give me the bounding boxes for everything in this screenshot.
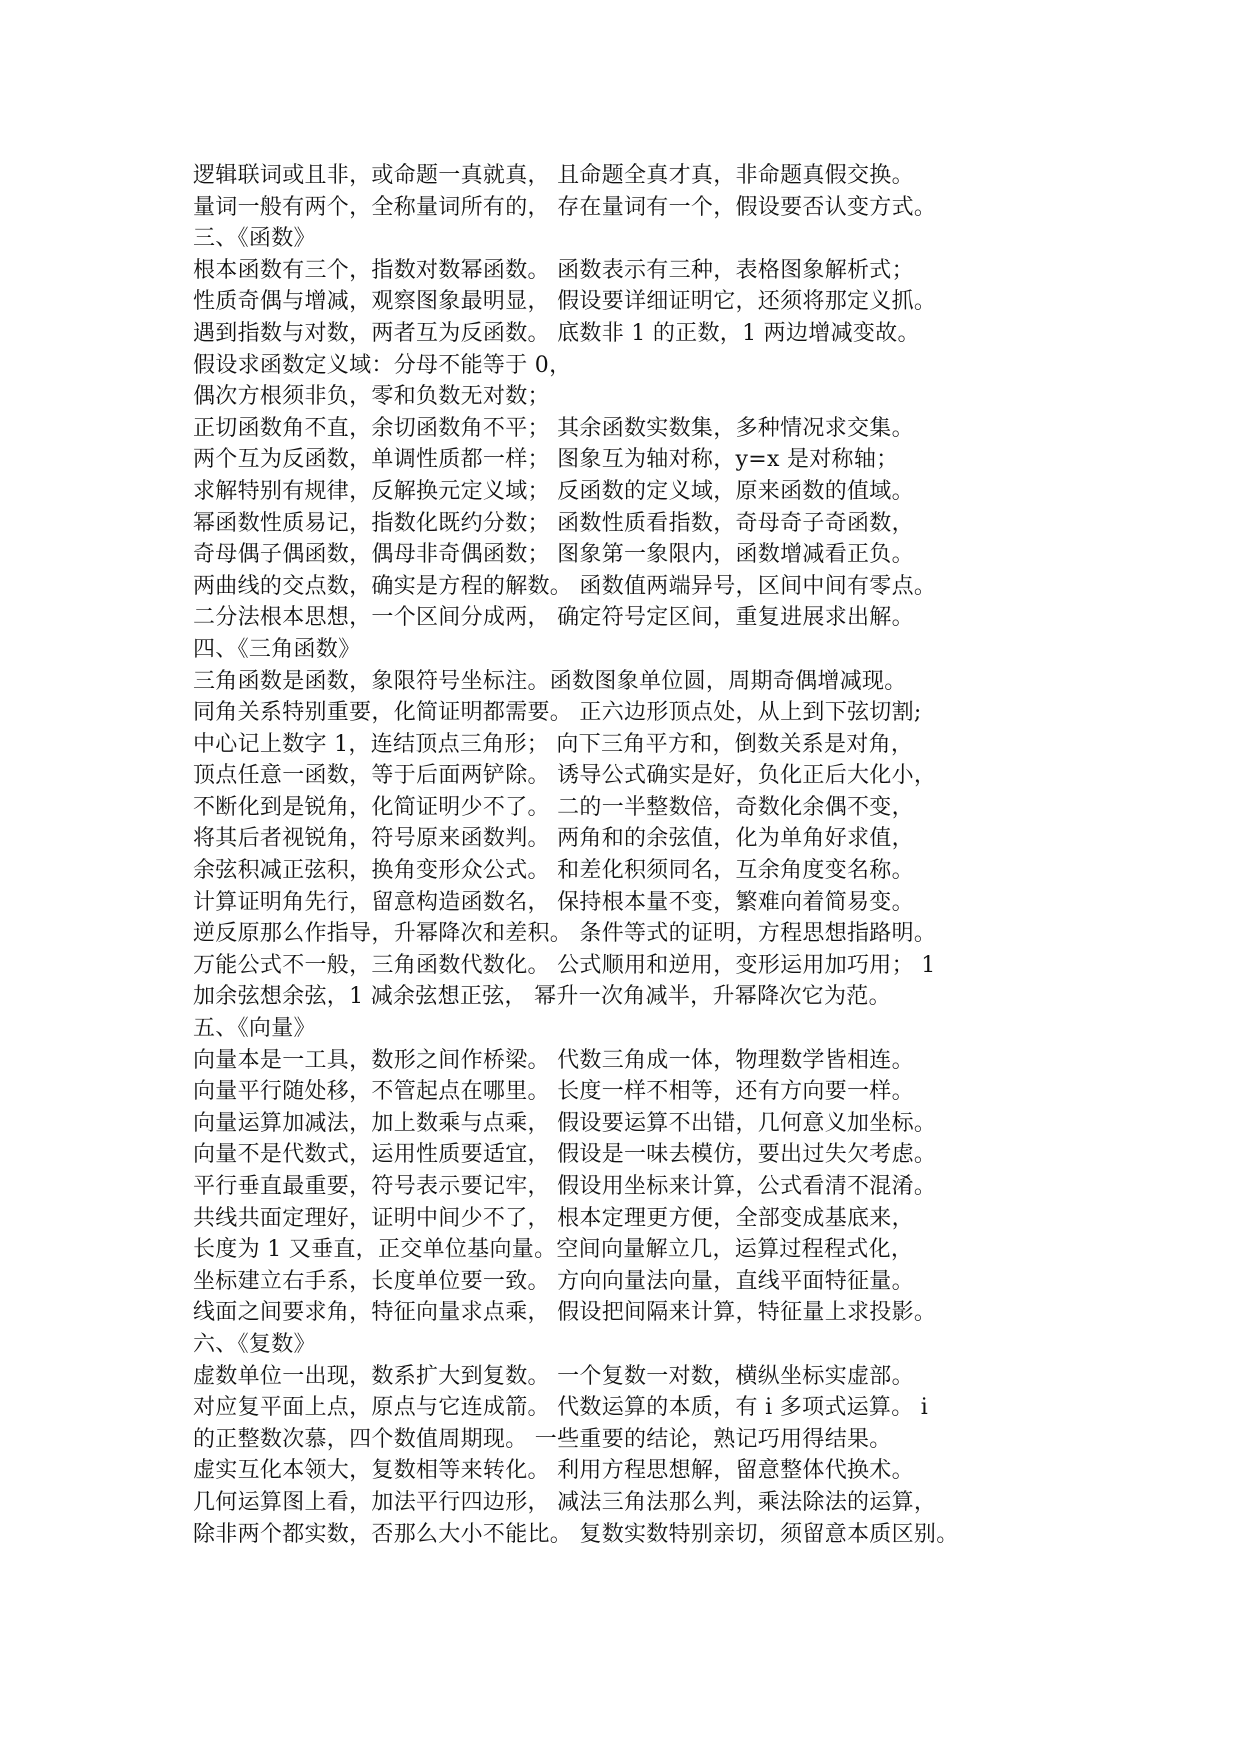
text-line: 正切函数角不直，余切函数角不平； 其余函数实数集，多种情况求交集。	[193, 415, 914, 441]
text-line: 虚实互化本领大，复数相等来转化。 利用方程思想解，留意整体代换术。	[193, 1458, 914, 1484]
text-line: 二分法根本思想，一个区间分成两， 确定符号定区间，重复进展求出解。	[193, 605, 914, 631]
text-line: 线面之间要求角，特征向量求点乘， 假设把间隔来计算，特征量上求投影。	[193, 1300, 937, 1326]
text-line: 向量运算加减法，加上数乘与点乘， 假设要运算不出错，几何意义加坐标。	[193, 1110, 937, 1136]
text-line: 共线共面定理好，证明中间少不了， 根本定理更方便，全部变成基底来，	[193, 1205, 914, 1231]
text-line: 加余弦想余弦，1 减余弦想正弦， 幂升一次角减半，升幂降次它为范。	[193, 984, 891, 1010]
text-line: 的正整数次慕，四个数值周期现。 一些重要的结论，熟记巧用得结果。	[193, 1426, 892, 1452]
text-line: 根本函数有三个，指数对数幂函数。 函数表示有三种，表格图象解析式；	[193, 257, 914, 283]
text-line: 平行垂直最重要，符号表示要记牢， 假设用坐标来计算，公式看清不混淆。	[193, 1174, 937, 1199]
text-line: 偶次方根须非负，零和负数无对数；	[193, 384, 550, 410]
document-body	[193, 160, 1193, 1550]
text-line: 计算证明角先行，留意构造函数名， 保持根本量不变，繁难向着简易变。	[193, 889, 914, 915]
text-line: 万能公式不一般，三角函数代数化。 公式顺用和逆用，变形运用加巧用； 1	[193, 952, 936, 978]
text-line: 逆反原那么作指导，升幂降次和差积。 条件等式的证明，方程思想指路明。	[193, 921, 937, 947]
section-heading: 四、《三角函数》	[193, 636, 361, 662]
text-line: 逻辑联词或且非，或命题一真就真， 且命题全真才真，非命题真假交换。	[193, 163, 914, 188]
text-line: 几何运算图上看，加法平行四边形， 减法三角法那么判，乘法除法的运算，	[193, 1489, 937, 1515]
text-line: 顶点任意一函数，等于后面两铲除。 诱导公式确实是好，负化正后大化小，	[193, 763, 937, 789]
section-heading: 六、《复数》	[193, 1331, 316, 1357]
text-line: 量词一般有两个，全称量词所有的， 存在量词有一个，假设要否认变方式。	[193, 194, 937, 220]
text-line: 求解特别有规律，反解换元定义域； 反函数的定义域，原来函数的值域。	[193, 478, 914, 504]
text-line: 除非两个都实数，否那么大小不能比。 复数实数特别亲切，须留意本质区别。	[193, 1521, 959, 1547]
text-line: 对应复平面上点，原点与它连成箭。 代数运算的本质，有 i 多项式运算。 i	[193, 1395, 929, 1421]
text-line: 三角函数是函数，象限符号坐标注。函数图象单位圆，周期奇偶增减现。	[193, 668, 907, 694]
section-heading: 三、《函数》	[193, 226, 316, 252]
text-line: 将其后者视锐角，符号原来函数判。 两角和的余弦值，化为单角好求值，	[193, 826, 914, 852]
text-line: 性质奇偶与增减，观察图象最明显， 假设要详细证明它，还须将那定义抓。	[193, 289, 937, 315]
text-line: 遇到指数与对数，两者互为反函数。 底数非 1 的正数，1 两边增减变故。	[193, 320, 920, 346]
text-line: 幂函数性质易记，指数化既约分数； 函数性质看指数，奇母奇子奇函数，	[193, 510, 914, 536]
text-line: 同角关系特别重要，化简证明都需要。 正六边形顶点处，从上到下弦切割;	[193, 700, 922, 726]
text-line: 长度为 1 又垂直，正交单位基向量。空间向量解立几，运算过程程式化，	[193, 1237, 914, 1263]
text-line: 两曲线的交点数，确实是方程的解数。 函数值两端异号，区间中间有零点。	[193, 573, 937, 599]
text-line: 中心记上数字 1，连结顶点三角形； 向下三角平方和，倒数关系是对角，	[193, 731, 914, 757]
text-line: 坐标建立右手系，长度单位要一致。 方向向量法向量，直线平面特征量。	[193, 1268, 914, 1294]
text-line: 奇母偶子偶函数，偶母非奇偶函数； 图象第一象限内，函数增减看正负。	[193, 542, 914, 568]
text-line: 虚数单位一出现，数系扩大到复数。 一个复数一对数，横纵坐标实虚部。	[193, 1363, 914, 1389]
text-line: 假设求函数定义域：分母不能等于 0，	[193, 352, 572, 378]
text-line: 余弦积减正弦积，换角变形众公式。 和差化积须同名，互余角度变名称。	[193, 858, 914, 884]
text-line: 向量不是代数式，运用性质要适宜， 假设是一味去模仿，要出过失欠考虑。	[193, 1142, 937, 1168]
text-line: 两个互为反函数，单调性质都一样； 图象互为轴对称，y=x 是对称轴；	[193, 447, 899, 473]
section-heading: 五、《向量》	[193, 1016, 316, 1042]
text-line: 向量平行随处移，不管起点在哪里。 长度一样不相等，还有方向要一样。	[193, 1079, 914, 1105]
text-line: 不断化到是锐角，化简证明少不了。 二的一半整数倍，奇数化余偶不变，	[193, 794, 914, 820]
text-line: 向量本是一工具，数形之间作桥梁。 代数三角成一体，物理数学皆相连。	[193, 1047, 914, 1073]
